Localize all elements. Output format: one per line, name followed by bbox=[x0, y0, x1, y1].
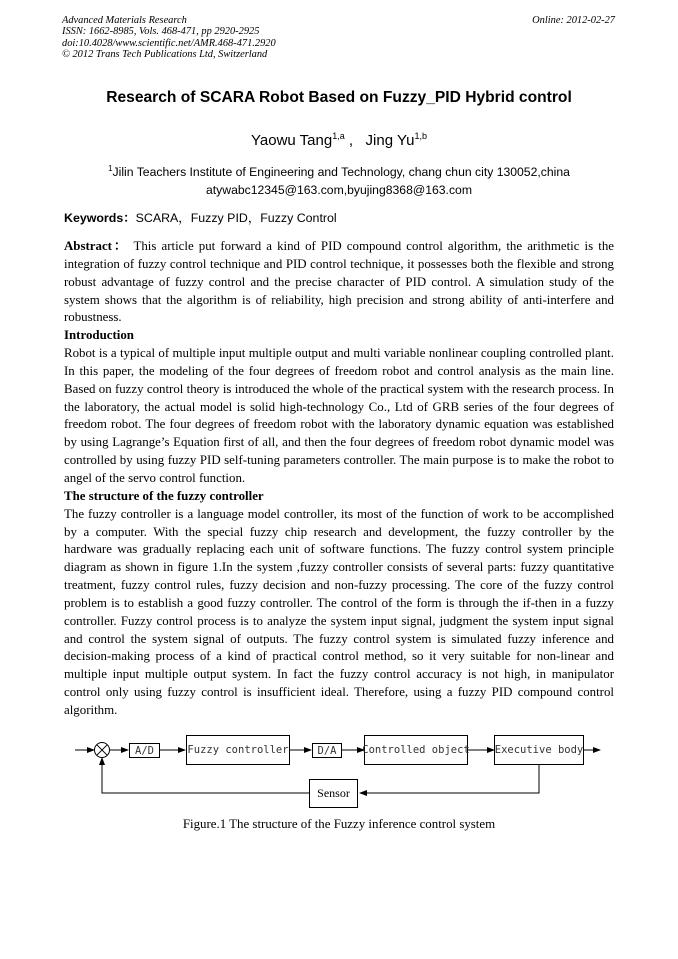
author-list bbox=[0, 131, 678, 149]
keywords-items: SCARA，Fuzzy PID，Fuzzy Control bbox=[135, 211, 337, 225]
controlled-object-block: Controlled object bbox=[364, 735, 468, 765]
author-emails[interactable]: atywabc12345@163.com,byujing8368@163.com bbox=[206, 183, 472, 197]
copyright-line: © 2012 Trans Tech Publications Ltd, Switzerland bbox=[62, 49, 268, 61]
affiliation-mark: 1 bbox=[108, 164, 113, 173]
figure-caption: Figure.1 The structure of the Fuzzy inference control system bbox=[182, 817, 496, 831]
summing-junction-icon bbox=[95, 743, 110, 758]
issn-line: ISSN: 1662-8985, Vols. 468-471, pp 2920-2925 bbox=[62, 26, 260, 38]
author-name: Jing Yu bbox=[365, 132, 415, 149]
section-body-introduction: Robot is a typical of multiple input multiple output and multi variable nonlinear coupling controlled plant. In this paper, the modeling of the four degrees of freedom robot and control analysis as the main line. Based on fuzzy control theory is introduced the whole of the practical system with the research process. In the laboratory, the actual model is solid high-technology Co., Ltd of GRB series of the four degrees of freedom robot. The four degrees of freedom robot with the laboratory dynamic equation was established by using Lagrange’s Equation first of all, and then the four degrees of freedom robot dynamic model was controlled by using fuzzy PID self-tuning parameters controller. The main purpose is to make the robot to angel of the servo control function. bbox=[64, 346, 614, 485]
fuzzy-controller-block: Fuzzy controller bbox=[186, 735, 290, 765]
section-body-fuzzy-structure: The fuzzy controller is a language model controller, its most of the function of work to be accomplished by a computer. With the special fuzzy chip research and development, the fuzzy controller by the hardware was gradually replacing each unit of software functions. The fuzzy control system principle diagram as shown in figure 1.In the system ,fuzzy controller consists of several parts: fuzzy quantitative treatment, fuzzy control rules, fuzzy decision and non-fuzzy processing. The core of the fuzzy control problem is to establish a good fuzzy controller. The control of the form is through the if-then in a fuzzy controller. Fuzzy control process is to analyze the system input signal, judgment the system input signal and control the system signal of outputs. The fuzzy control system is simulated fuzzy inference and decision-making process of a kind of practical control method, so it very suitable for non-linear and multiple input multiple output system. In fact the fuzzy control accuracy is not high, in manipulator control only using fuzzy control is insufficient ideal. Therefore, using a fuzzy PID compound control algorithm. bbox=[64, 506, 614, 717]
affiliation-text: Jilin Teachers Institute of Engineering and Technology, chang chun city 130052,china bbox=[112, 165, 570, 179]
keywords bbox=[64, 208, 337, 226]
author-affiliation-mark: 1,a bbox=[332, 131, 345, 141]
keywords-label: Keywords： bbox=[64, 211, 136, 225]
paper-title: Research of SCARA Robot Based on Fuzzy_PID Hybrid control bbox=[106, 89, 572, 106]
doi-line[interactable]: doi:10.4028/www.scientific.net/AMR.468-471.2920 bbox=[62, 37, 276, 49]
author-separator: , bbox=[344, 132, 366, 149]
sensor-block: Sensor bbox=[309, 779, 358, 808]
executive-body-block: Executive body bbox=[494, 735, 584, 765]
journal-name: Advanced Materials Research bbox=[62, 15, 187, 26]
abstract-text: This article put forward a kind of PID compound control algorithm, the arithmetic is the integration of fuzzy control technique and PID control technique, it possesses both the flexible and strong robust advantage of fuzzy control and the precise character of PID control. A simulation study of the system shows that the algorithm is of reliability, high precision and strong ability of anti-interfere and robustness. bbox=[64, 239, 614, 325]
da-converter-block: D/A bbox=[312, 743, 342, 758]
abstract bbox=[64, 238, 614, 327]
affiliation-block bbox=[0, 160, 678, 199]
journal-header bbox=[62, 15, 276, 61]
section-heading-introduction: Introduction bbox=[64, 328, 134, 343]
section-heading-fuzzy-structure: The structure of the fuzzy controller bbox=[64, 488, 264, 503]
ad-converter-block: A/D bbox=[129, 743, 160, 758]
author-name: Yaowu Tang bbox=[251, 132, 333, 149]
abstract-label: Abstract： bbox=[64, 239, 129, 253]
main-text bbox=[64, 238, 614, 720]
online-date: Online: 2012-02-27 bbox=[532, 15, 615, 26]
figure-1-block-diagram bbox=[0, 730, 678, 820]
author-affiliation-mark: 1,b bbox=[414, 131, 427, 141]
